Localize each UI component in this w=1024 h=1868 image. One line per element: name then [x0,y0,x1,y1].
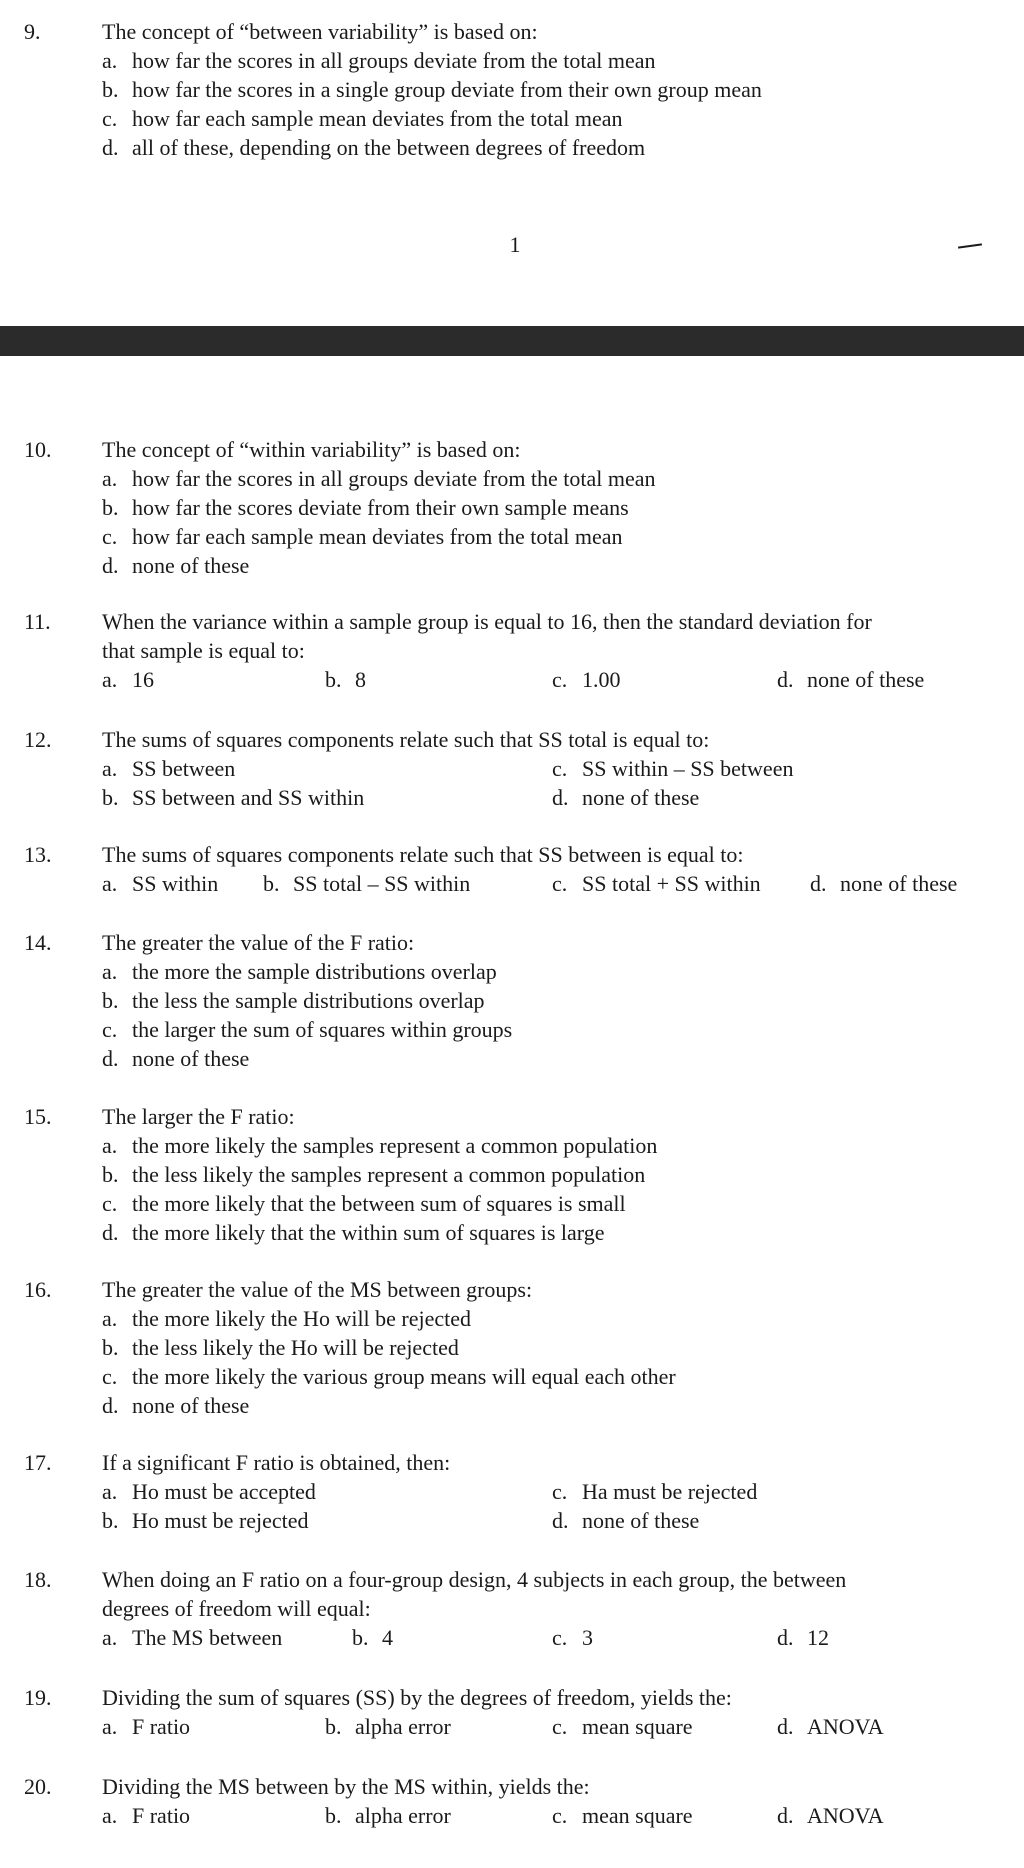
option-c: c. mean square [552,1714,693,1739]
question-number: 16. [24,1277,52,1302]
option-a: a. SS between [102,756,236,781]
option-b: b. Ho must be rejected [102,1508,309,1533]
option-b: b. 4 [352,1625,393,1650]
option-c: c. how far each sample mean deviates from the total mean [102,524,623,549]
option-a: a. the more likely the Ho will be rejected [102,1306,472,1331]
option-c: c. the more likely that the between sum of squares is small [102,1191,626,1216]
option-c: c. Ha must be rejected [552,1479,758,1504]
option-b: b. 8 [325,667,366,692]
question-stem: Dividing the MS between by the MS within, yields the: [102,1774,590,1799]
question-stem: The greater the value of the F ratio: [102,930,415,955]
option-b: b. SS total – SS within [263,871,471,896]
question-stem: The greater the value of the MS between groups: [102,1277,533,1302]
question-number: 10. [24,437,52,462]
question-stem-line-2: degrees of freedom will equal: [102,1596,371,1621]
question-stem-line-1: When the variance within a sample group is equal to 16, then the standard deviation for [102,609,872,634]
option-a: a. The MS between [102,1625,283,1650]
question-stem: Dividing the sum of squares (SS) by the degrees of freedom, yields the: [102,1685,732,1710]
question-stem: The sums of squares components relate such that SS total is equal to: [102,727,710,752]
option-d: d. none of these [552,1508,700,1533]
question-stem: The sums of squares components relate such that SS between is equal to: [102,842,744,867]
question-number: 20. [24,1774,52,1799]
option-c: c. SS total + SS within [552,871,761,896]
option-d: d. none of these [102,1393,250,1418]
option-d: d. none of these [102,1046,250,1071]
option-d: d. ANOVA [777,1714,884,1739]
page-number: 1 [509,232,521,257]
option-c: c. 1.00 [552,667,621,692]
question-number: 17. [24,1450,52,1475]
option-c: c. 3 [552,1625,593,1650]
option-c: c. mean square [552,1803,693,1828]
option-a: a. F ratio [102,1803,191,1828]
question-stem-line-2: that sample is equal to: [102,638,305,663]
question-number: 15. [24,1104,52,1129]
option-d: d. the more likely that the within sum of squares is large [102,1220,605,1245]
option-b: b. SS between and SS within [102,785,365,810]
option-b: b. alpha error [325,1803,451,1828]
option-a: a. F ratio [102,1714,191,1739]
option-d: d. none of these [102,553,250,578]
option-d: d. 12 [777,1625,829,1650]
option-a: a. 16 [102,667,154,692]
question-number: 13. [24,842,52,867]
question-number: 18. [24,1567,52,1592]
option-d: d. none of these [777,667,925,692]
option-b: b. alpha error [325,1714,451,1739]
question-stem: The concept of “within variability” is based on: [102,437,521,462]
question-stem: The concept of “between variability” is based on: [102,19,538,44]
question-number: 11. [24,609,51,634]
option-a: a. how far the scores in all groups deviate from the total mean [102,466,656,491]
option-d: d. none of these [810,871,958,896]
option-c: c. the more likely the various group means will equal each other [102,1364,676,1389]
option-b: b. the less likely the Ho will be rejected [102,1335,459,1360]
option-c: c. the larger the sum of squares within groups [102,1017,513,1042]
option-d: d. all of these, depending on the between degrees of freedom [102,135,646,160]
option-d: d. ANOVA [777,1803,884,1828]
option-a: a. the more the sample distributions overlap [102,959,497,984]
option-b: b. how far the scores deviate from their own sample means [102,495,629,520]
option-b: b. the less likely the samples represent a common population [102,1162,646,1187]
option-a: a. Ho must be accepted [102,1479,316,1504]
question-number: 14. [24,930,52,955]
option-a: a. SS within [102,871,219,896]
option-c: c. how far each sample mean deviates from the total mean [102,106,623,131]
option-b: b. how far the scores in a single group deviate from their own group mean [102,77,762,102]
page-divider-bar [0,326,1024,356]
question-number: 19. [24,1685,52,1710]
option-a: a. the more likely the samples represent a common population [102,1133,658,1158]
option-b: b. the less the sample distributions overlap [102,988,485,1013]
option-c: c. SS within – SS between [552,756,794,781]
option-d: d. none of these [552,785,700,810]
question-stem: If a significant F ratio is obtained, then: [102,1450,451,1475]
question-number: 9. [24,19,41,44]
question-number: 12. [24,727,52,752]
question-stem-line-1: When doing an F ratio on a four-group design, 4 subjects in each group, the between [102,1567,847,1592]
question-stem: The larger the F ratio: [102,1104,295,1129]
option-a: a. how far the scores in all groups deviate from the total mean [102,48,656,73]
